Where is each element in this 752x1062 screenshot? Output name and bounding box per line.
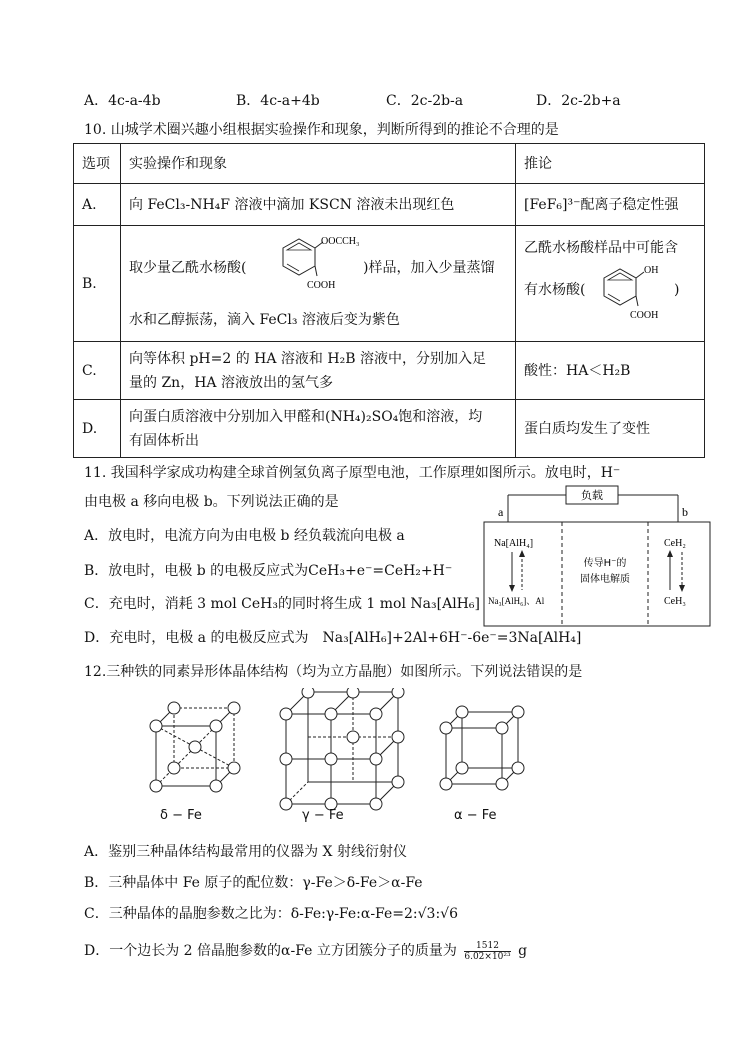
unit: g xyxy=(518,943,528,959)
table-row xyxy=(74,342,705,400)
left-bottom-species: Na₃[AlH₆]、Al xyxy=(488,596,545,606)
row-option: D. xyxy=(74,400,121,458)
q11-option-d: D．充电时，电极 a 的电极反应式为 Na₃[AlH₆]+2Al+6H⁻-6e⁻=3Na[AlH₄] xyxy=(84,630,582,646)
load-label: 负载 xyxy=(581,489,603,502)
row-inference: [FeF₆]³⁻配离子稳定性强 xyxy=(516,184,705,226)
electrode-a-label: a xyxy=(498,505,504,519)
gamma-fe-label: γ − Fe xyxy=(302,808,344,823)
delta-fe-cell xyxy=(150,702,240,792)
row-inference: 酸性：HA＜H₂B xyxy=(516,342,705,400)
row-operation xyxy=(121,226,516,342)
gamma-fe-cell xyxy=(280,688,404,810)
fraction-denominator: 6.02×10²³ xyxy=(464,951,511,962)
q10-stem: 10. 山城学术圈兴趣小组根据实验操作和现象，判断所得到的推论不合理的是 xyxy=(84,122,559,138)
struct1-top-label: OOCCH₃ xyxy=(321,235,360,247)
electrolyte-label-2: 固体电解质 xyxy=(580,574,630,585)
crystal-structures xyxy=(140,688,540,828)
right-top-species: CeH₂ xyxy=(664,538,686,549)
op-line-1: 向等体积 pH=2 的 HA 溶液和 H₂B 溶液中，分别加入足 xyxy=(129,350,486,367)
electrode-b-label: b xyxy=(682,505,688,519)
op-line-2: 有固体析出 xyxy=(129,432,199,449)
q9-option-c: C．2c-2b-a xyxy=(386,93,464,109)
row-option: B. xyxy=(74,226,121,342)
row-inference xyxy=(516,226,705,342)
q9-option-b: B．4c-a+4b xyxy=(236,93,320,109)
header-inference: 推论 xyxy=(516,144,705,184)
row-operation xyxy=(121,400,516,458)
op-text-2: )样品，加入少量蒸馏 xyxy=(363,259,495,276)
electrolyte-label-1: 传导H⁻的 xyxy=(583,558,627,569)
struct2-top-label: OH xyxy=(644,264,659,276)
q11-option-c: C．充电时，消耗 3 mol CeH₃的同时将生成 1 mol Na₃[AlH₆] xyxy=(84,596,480,612)
left-top-species: Na[AlH₄] xyxy=(494,538,534,549)
q11-stem-line1: 11. 我国科学家成功构建全球首例氢负离子原型电池，工作原理如图所示。放电时，H⁻ xyxy=(84,465,621,481)
row-operation: 向 FeCl₃-NH₄F 溶液中滴加 KSCN 溶液未出现红色 xyxy=(121,184,516,226)
header-operation: 实验操作和现象 xyxy=(121,144,516,184)
row-inference: 蛋白质均发生了变性 xyxy=(516,400,705,458)
table-header-row xyxy=(74,144,705,184)
alpha-fe-label: α − Fe xyxy=(454,808,497,823)
op-line-2: 量的 Zn，HA 溶液放出的氢气多 xyxy=(129,374,333,391)
q12-stem: 12.三种铁的同素异形体晶体结构（均为立方晶胞）如图所示。下列说法错误的是 xyxy=(84,664,583,680)
inf-text-2: 有水杨酸( xyxy=(524,281,586,298)
q9-option-a: A．4c-a-4b xyxy=(84,93,161,109)
q11-option-b: B．放电时，电极 b 的电极反应式为CeH₃+e⁻=CeH₂+H⁻ xyxy=(84,563,453,579)
row-operation xyxy=(121,342,516,400)
fraction xyxy=(464,941,510,962)
table-row xyxy=(74,226,705,342)
q12-option-d-text: D．一个边长为 2 倍晶胞参数的α-Fe 立方团簇分子的质量为 xyxy=(84,943,457,959)
table-row xyxy=(74,184,705,226)
alpha-fe-cell xyxy=(440,706,524,790)
battery-diagram xyxy=(482,484,714,630)
acetylsalicylic-acid-structure xyxy=(263,230,373,294)
q11-stem-line2: 由电极 a 移向电极 b。下列说法正确的是 xyxy=(84,494,339,510)
q12-option-d xyxy=(84,940,527,962)
salicylic-acid-structure xyxy=(590,260,680,324)
q12-option-a: A．鉴别三种晶体结构最常用的仪器为 X 射线衍射仪 xyxy=(84,844,407,860)
fraction-numerator: 1512 xyxy=(464,941,510,952)
inf-text-3: ) xyxy=(674,281,680,298)
inf-text-1: 乙酰水杨酸样品中可能含 xyxy=(524,239,678,256)
right-bottom-species: CeH₃ xyxy=(664,596,686,607)
q9-option-d: D．2c-2b+a xyxy=(536,93,621,109)
q11-option-a: A．放电时，电流方向为由电极 b 经负载流向电极 a xyxy=(84,528,405,544)
struct2-bottom-label: COOH xyxy=(630,309,659,321)
op-text-3: 水和乙醇振荡，滴入 FeCl₃ 溶液后变为紫色 xyxy=(129,311,400,328)
row-option: A. xyxy=(74,184,121,226)
q12-option-b: B．三种晶体中 Fe 原子的配位数：γ-Fe＞δ-Fe＞α-Fe xyxy=(84,875,423,891)
q12-option-c: C．三种晶体的晶胞参数之比为：δ-Fe:γ-Fe:α-Fe=2:√3:√6 xyxy=(84,906,459,922)
op-text-1: 取少量乙酰水杨酸( xyxy=(129,259,247,276)
row-option: C. xyxy=(74,342,121,400)
table-row xyxy=(74,400,705,458)
q10-table xyxy=(73,143,705,458)
delta-fe-label: δ − Fe xyxy=(160,808,202,823)
struct1-bottom-label: COOH xyxy=(307,279,336,291)
header-option: 选项 xyxy=(74,144,121,184)
op-line-1: 向蛋白质溶液中分别加入甲醛和(NH₄)₂SO₄饱和溶液，均 xyxy=(129,408,483,425)
